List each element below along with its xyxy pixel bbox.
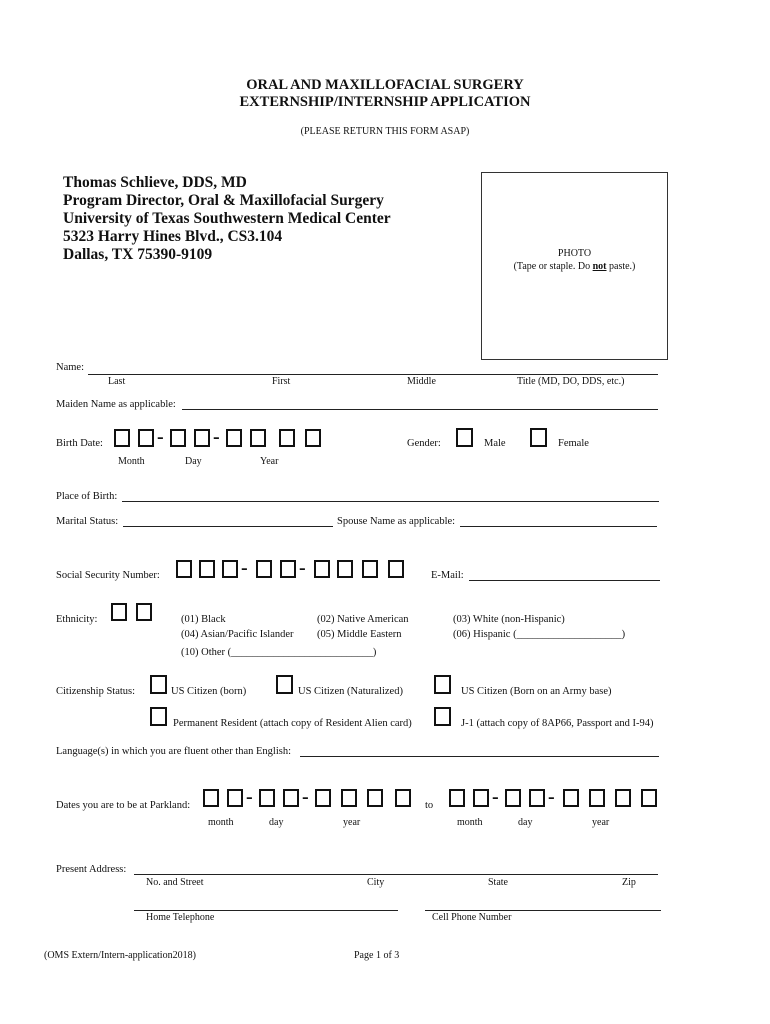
name-sub-last: Last <box>108 376 126 387</box>
ethnicity-option-04: (04) Asian/Pacific Islander <box>181 629 294 640</box>
digit-box[interactable] <box>641 789 657 807</box>
digit-box[interactable] <box>114 429 130 447</box>
digit-box[interactable] <box>199 560 215 578</box>
digit-box[interactable] <box>388 560 404 578</box>
email-label: E-Mail: <box>431 570 464 581</box>
digit-box[interactable] <box>194 429 210 447</box>
page-number: Page 1 of 3 <box>354 950 400 961</box>
maiden-label: Maiden Name as applicable: <box>56 399 176 410</box>
birth-sub-year: Year <box>260 456 279 467</box>
digit-box[interactable] <box>337 560 353 578</box>
ethnicity-option-02: (02) Native American <box>317 614 409 625</box>
name-sub-middle: Middle <box>407 376 436 387</box>
ethnicity-option-10: (10) Other (___________________________) <box>181 647 377 658</box>
digit-box[interactable] <box>341 789 357 807</box>
birth-sub-month: Month <box>118 456 145 467</box>
dash-separator: - <box>157 426 164 448</box>
citizen-born-checkbox[interactable] <box>150 675 167 694</box>
dash-separator: - <box>548 786 555 808</box>
photo-label: PHOTO <box>557 248 592 259</box>
gender-male-checkbox[interactable] <box>456 428 473 447</box>
photo-note-post: paste.) <box>606 261 636 272</box>
digit-box[interactable] <box>250 429 266 447</box>
photo-note <box>482 261 667 272</box>
digit-box[interactable] <box>473 789 489 807</box>
citizen-army-base-checkbox[interactable] <box>434 675 451 694</box>
digit-box[interactable] <box>615 789 631 807</box>
email-field[interactable] <box>469 580 660 581</box>
dash-separator: - <box>246 786 253 808</box>
form-title-line2: EXTERNSHIP/INTERNSHIP APPLICATION <box>239 94 531 110</box>
citizen-naturalized-checkbox[interactable] <box>276 675 293 694</box>
ssn-label: Social Security Number: <box>56 570 160 581</box>
home-telephone-field[interactable] <box>134 910 398 911</box>
place-of-birth-field[interactable] <box>122 501 659 502</box>
permanent-resident-checkbox[interactable] <box>150 707 167 726</box>
digit-box[interactable] <box>314 560 330 578</box>
address-sub-zip: Zip <box>622 877 636 888</box>
end-sub-year: year <box>592 817 610 828</box>
name-sub-first: First <box>272 376 291 387</box>
photo-box[interactable] <box>481 172 668 360</box>
birth-sub-day: Day <box>185 456 202 467</box>
start-sub-day: day <box>269 817 284 828</box>
digit-box[interactable] <box>176 560 192 578</box>
digit-box[interactable] <box>279 429 295 447</box>
digit-box[interactable] <box>227 789 243 807</box>
digit-box[interactable] <box>529 789 545 807</box>
dates-to-label: to <box>425 800 434 811</box>
ethnicity-option-05: (05) Middle Eastern <box>317 629 402 640</box>
gender-male-label: Male <box>484 438 506 449</box>
digit-box[interactable] <box>449 789 465 807</box>
dates-label: Dates you are to be at Parkland: <box>56 800 191 811</box>
dash-separator: - <box>492 786 499 808</box>
address-street: 5323 Harry Hines Blvd., CS3.104 <box>63 228 283 245</box>
j1-label: J-1 (attach copy of 8AP66, Passport and I-94) <box>461 718 654 729</box>
digit-box[interactable] <box>259 789 275 807</box>
start-sub-year: year <box>343 817 361 828</box>
digit-box[interactable] <box>138 429 154 447</box>
marital-status-label: Marital Status: <box>56 516 119 527</box>
address-name: Thomas Schlieve, DDS, MD <box>63 174 247 191</box>
name-sub-title: Title (MD, DO, DDS, etc.) <box>517 376 625 387</box>
digit-box[interactable] <box>226 429 242 447</box>
digit-box[interactable] <box>280 560 296 578</box>
end-sub-day: day <box>518 817 533 828</box>
dash-separator: - <box>213 426 220 448</box>
digit-box[interactable] <box>256 560 272 578</box>
digit-box[interactable] <box>315 789 331 807</box>
start-sub-month: month <box>208 817 234 828</box>
spouse-name-label: Spouse Name as applicable: <box>337 516 456 527</box>
gender-label: Gender: <box>407 438 441 449</box>
spouse-name-field[interactable] <box>460 526 657 527</box>
end-sub-month: month <box>457 817 483 828</box>
citizenship-label: Citizenship Status: <box>56 686 136 697</box>
address-sub-city: City <box>367 877 385 888</box>
footer-form-id: (OMS Extern/Intern-application2018) <box>44 950 196 961</box>
maiden-field[interactable] <box>182 409 658 410</box>
address-institution: University of Texas Southwestern Medical Center <box>63 210 391 227</box>
gender-female-label: Female <box>558 438 589 449</box>
citizen-army-base-label: US Citizen (Born on an Army base) <box>461 686 612 697</box>
dash-separator: - <box>241 557 248 579</box>
marital-status-field[interactable] <box>123 526 333 527</box>
digit-box[interactable] <box>203 789 219 807</box>
digit-box[interactable] <box>136 603 152 621</box>
citizen-born-label: US Citizen (born) <box>171 686 247 697</box>
address-sub-state: State <box>488 877 508 888</box>
address-sub-street: No. and Street <box>146 877 204 888</box>
dash-separator: - <box>299 557 306 579</box>
digit-box[interactable] <box>305 429 321 447</box>
ethnicity-option-06: (06) Hispanic (____________________) <box>453 629 626 640</box>
present-address-label: Present Address: <box>56 864 127 875</box>
form-title-line1: ORAL AND MAXILLOFACIAL SURGERY <box>246 77 524 93</box>
name-field[interactable] <box>88 374 658 375</box>
photo-note-bold: not <box>592 261 607 272</box>
gender-female-checkbox[interactable] <box>530 428 547 447</box>
home-telephone-label: Home Telephone <box>146 912 215 923</box>
digit-box[interactable] <box>395 789 411 807</box>
photo-note-pre: (Tape or staple. Do <box>513 261 593 272</box>
digit-box[interactable] <box>362 560 378 578</box>
digit-box[interactable] <box>589 789 605 807</box>
present-address-field[interactable] <box>134 874 658 875</box>
digit-box[interactable] <box>505 789 521 807</box>
languages-field[interactable] <box>300 756 659 757</box>
digit-box[interactable] <box>170 429 186 447</box>
place-of-birth-label: Place of Birth: <box>56 491 118 502</box>
digit-box[interactable] <box>367 789 383 807</box>
permanent-resident-label: Permanent Resident (attach copy of Resident Alien card) <box>173 718 412 729</box>
birth-date-label: Birth Date: <box>56 438 103 449</box>
digit-box[interactable] <box>283 789 299 807</box>
ethnicity-option-01: (01) Black <box>181 614 226 625</box>
return-instruction: (PLEASE RETURN THIS FORM ASAP) <box>300 126 470 137</box>
j1-checkbox[interactable] <box>434 707 451 726</box>
cell-phone-label: Cell Phone Number <box>432 912 512 923</box>
cell-phone-field[interactable] <box>425 910 661 911</box>
digit-box[interactable] <box>563 789 579 807</box>
citizen-naturalized-label: US Citizen (Naturalized) <box>298 686 403 697</box>
name-label: Name: <box>56 362 84 373</box>
languages-label: Language(s) in which you are fluent other than English: <box>56 746 292 757</box>
address-role: Program Director, Oral & Maxillofacial Surgery <box>63 192 384 209</box>
address-city: Dallas, TX 75390-9109 <box>63 246 213 263</box>
digit-box[interactable] <box>111 603 127 621</box>
dash-separator: - <box>302 786 309 808</box>
ethnicity-option-03: (03) White (non-Hispanic) <box>453 614 565 625</box>
ethnicity-label: Ethnicity: <box>56 614 98 625</box>
digit-box[interactable] <box>222 560 238 578</box>
